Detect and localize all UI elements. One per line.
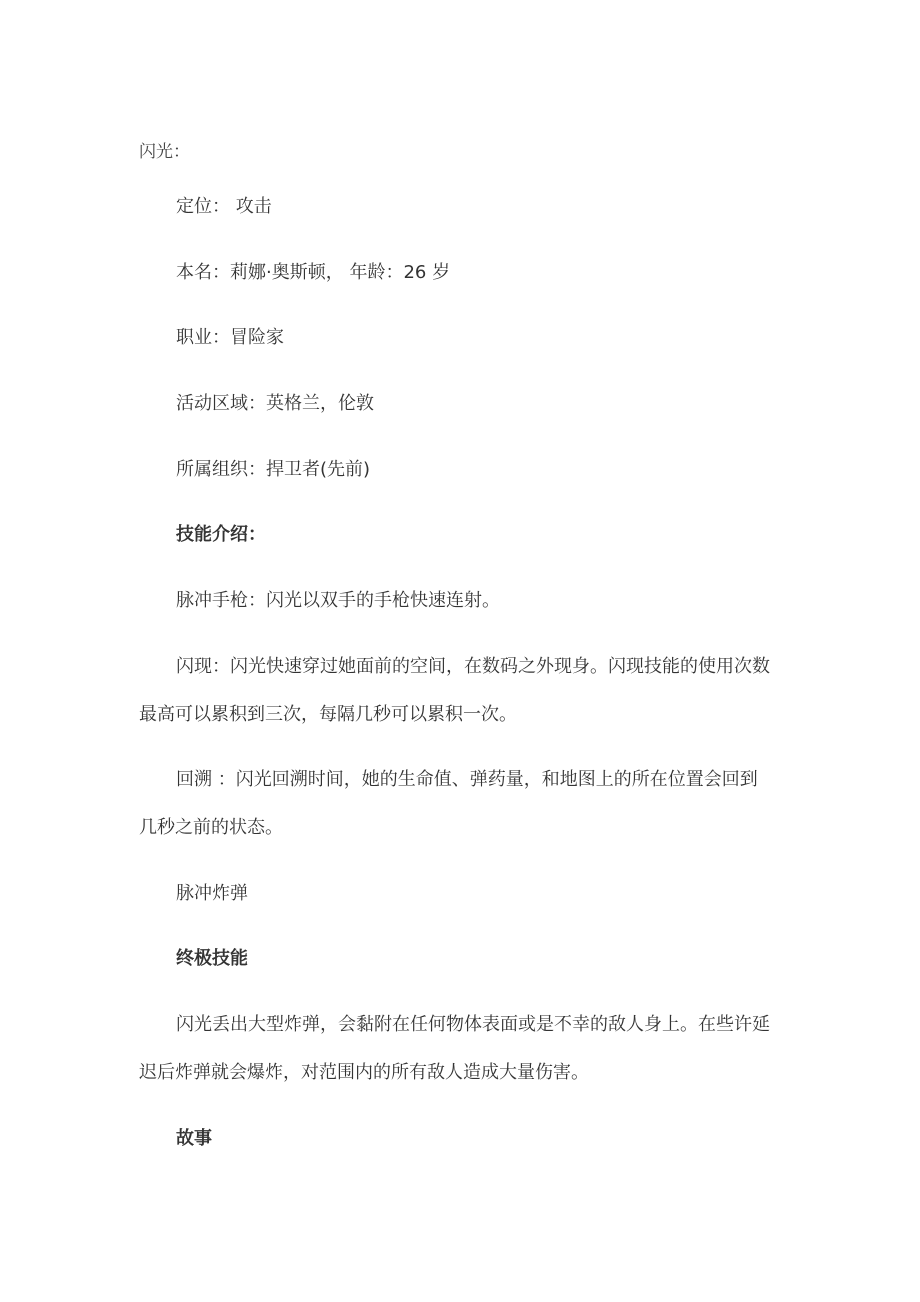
- story-heading: 故事: [176, 1128, 212, 1149]
- skill-pulse-bomb: 脉冲炸弹: [176, 883, 248, 904]
- field-role: 定位： 攻击: [176, 196, 272, 217]
- ultimate-heading: 终极技能: [176, 948, 248, 969]
- field-occupation: 职业：冒险家: [176, 327, 284, 348]
- ultimate-line1: 闪光丢出大型炸弹，会黏附在任何物体表面或是不幸的敌人身上。在些许延: [176, 1014, 770, 1035]
- skill-pulse-pistols: 脉冲手枪：闪光以双手的手枪快速连射。: [176, 590, 500, 611]
- ultimate-line2: 迟后炸弹就会爆炸，对范围内的所有敌人造成大量伤害。: [139, 1062, 589, 1083]
- skills-heading: 技能介绍：: [176, 524, 266, 545]
- field-affiliation: 所属组织：捍卫者(先前): [176, 459, 371, 480]
- skill-blink-line1: 闪现：闪光快速穿过她面前的空间，在数码之外现身。闪现技能的使用次数: [176, 656, 770, 677]
- field-name-age: 本名：莉娜·奥斯顿， 年龄：26 岁: [176, 262, 451, 283]
- document-title: 闪光：: [139, 142, 190, 162]
- skill-recall-line2: 几秒之前的状态。: [139, 817, 283, 838]
- skill-recall-line1: 回溯 ：闪光回溯时间，她的生命值、弹药量，和地图上的所在位置会回到: [176, 769, 758, 790]
- field-base: 活动区域：英格兰，伦敦: [176, 393, 374, 414]
- skill-blink-line2: 最高可以累积到三次，每隔几秒可以累积一次。: [139, 704, 517, 725]
